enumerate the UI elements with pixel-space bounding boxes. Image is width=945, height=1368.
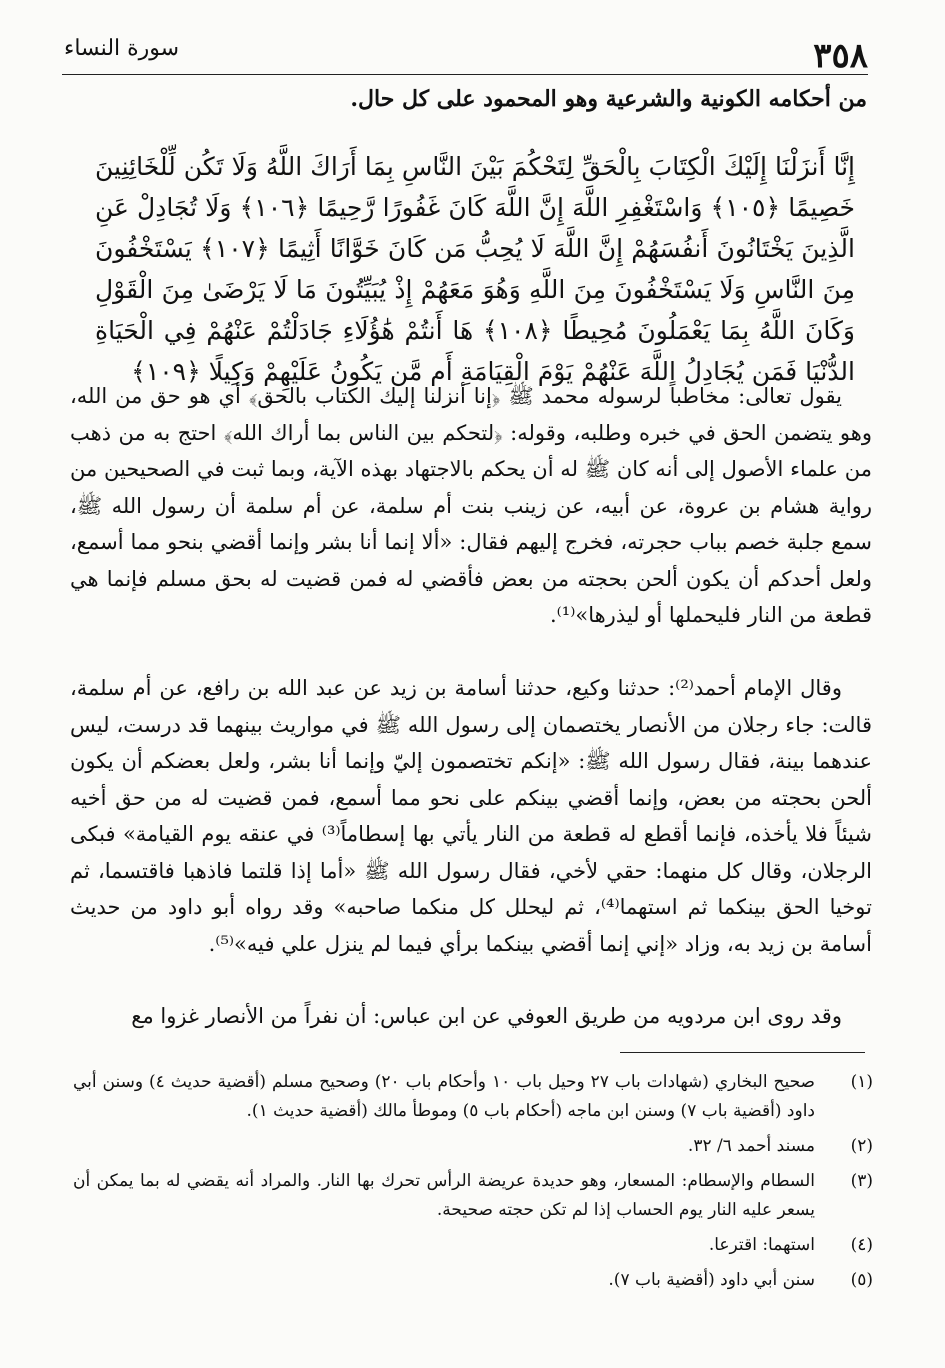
footnote-4 [73,1231,873,1260]
paragraph-text: يقول تعالى: مخاطباً لرسوله محمد ﷺ ﴿إنا أنزلنا إليك الكتاب بالحق﴾ أي هو حق من الله، وهو يتضمن الحق في خبره وطلبه، وقوله: ﴿لتحكم بين الناس بما أراك الله﴾ احتج به من ذهب من علماء الأصول إلى أنه كان ﷺ له أن يحكم بالاجتهاد بهذه الآية، وبما ثبت في الصحيحين من رواية هشام بن عروة، عن أبيه، عن زينب بنت أم سلمة، عن أم سلمة أن رسول الله ﷺ، سمع جلبة خصم بباب حجرته، فخرج إليهم فقال: «ألا إنما أنا بشر وإنما أقضي بنحو مما أسمع، ولعل أحدكم أن يكون ألحن بحجته من بعض فأقضي له فمن قضيت له بحق مسلم فإنما هي قطعة من النار فليحملها أو ليذرها»⁽¹⁾. [70,384,872,627]
footnotes-list [73,1068,873,1301]
footnote-text: سنن أبي داود (أقضية باب ٧). [608,1270,815,1290]
page-number: ٣٥٨ [813,36,868,76]
footnote-text: استهما: اقترعا. [708,1235,815,1255]
paragraph-text: وقد روى ابن مردويه من طريق العوفي عن ابن عباس: أن نفراً من الأنصار غزوا مع [131,1004,842,1028]
commentary-paragraph-2 [70,670,872,962]
footnote-number: (٢) [850,1136,873,1156]
commentary-paragraph-1 [70,378,872,634]
paragraph-text: وقال الإمام أحمد⁽²⁾: حدثنا وكيع، حدثنا أسامة بن زيد عن عبد الله بن رافع، عن أم سلمة، قالت: جاء رجلان من الأنصار يختصمان إلى رسول الله ﷺ في مواريث بينهما قد درست، ليس عندهما بينة، فقال رسول الله ﷺ: «إنكم تختصمون إليّ وإنما أنا بشر، ولعل بعضكم أن يكون ألحن بحجته من بعض، وإنما أقضي بينكم على نحو مما أسمع، فمن قضيت له من حق أخيه شيئاً فلا يأخذه، فإنما أقطع له قطعة من النار يأتي بها إسطاماً⁽³⁾ في عنقه يوم القيامة» فبكى الرجلان، وقال كل منهما: حقي لأخي، فقال رسول الله ﷺ «أما إذا قلتما فاذهبا فاقتسما، ثم توخيا الحق بينكما ثم استهما⁽⁴⁾، ثم ليحلل كل منكما صاحبه» وقد رواه أبو داود من حديث أسامة بن زيد به، وزاد «إني إنما أقضي بينكما برأي فيما لم ينزل علي فيه»⁽⁵⁾. [70,676,872,956]
footnote-5 [73,1266,873,1295]
footnote-3 [73,1167,873,1225]
footnote-2 [73,1132,873,1161]
surah-title: سورة النساء [64,36,180,61]
commentary-paragraph-3 [70,998,872,1035]
footnote-number: (٣) [850,1171,873,1191]
footnote-1 [73,1068,873,1126]
footnote-number: (١) [850,1072,873,1092]
footnote-text: السطام والإسطام: المسعار، وهو حديدة عريضة الرأس تحرك بها النار. والمراد أنه يقضي له بما يمكن أن يسعر عليه النار يوم الحساب إذا لم تكن حجته صحيحة. [73,1171,815,1220]
footnote-text: صحيح البخاري (شهادات باب ٢٧ وحيل باب ١٠ وأحكام باب ٢٠) وصحيح مسلم (أقضية حديث ٤) وسنن أبي داود (أقضية باب ٧) وسنن ابن ماجه (أحكام باب ٥) وموطأ مالك (أقضية حديث ١). [73,1072,815,1121]
footnote-text: مسند أحمد ٦/ ٣٢. [687,1136,815,1156]
quran-verses: إِنَّا أَنزَلْنَا إِلَيْكَ الْكِتَابَ بِالْحَقِّ لِتَحْكُمَ بَيْنَ النَّاسِ بِمَا أَرَاكَ اللَّهُ وَلَا تَكُن لِّلْخَائِنِينَ خَصِيمًا ﴿١٠٥﴾ وَاسْتَغْفِرِ اللَّهَ إِنَّ اللَّهَ كَانَ غَفُورًا رَّحِيمًا ﴿١٠٦﴾ وَلَا تُجَادِلْ عَنِ الَّذِينَ يَخْتَانُونَ أَنفُسَهُمْ إِنَّ اللَّهَ لَا يُحِبُّ مَن كَانَ خَوَّانًا أَثِيمًا ﴿١٠٧﴾ يَسْتَخْفُونَ مِنَ النَّاسِ وَلَا يَسْتَخْفُونَ مِنَ اللَّهِ وَهُوَ مَعَهُمْ إِذْ يُبَيِّتُونَ مَا لَا يَرْضَىٰ مِنَ الْقَوْلِ وَكَانَ اللَّهُ بِمَا يَعْمَلُونَ مُحِيطًا ﴿١٠٨﴾ هَا أَنتُمْ هَٰؤُلَاءِ جَادَلْتُمْ عَنْهُمْ فِي الْحَيَاةِ الدُّنْيَا فَمَن يُجَادِلُ اللَّهَ عَنْهُمْ يَوْمَ الْقِيَامَةِ أَم مَّن يَكُونُ عَلَيْهِمْ وَكِيلًا ﴿١٠٩﴾ [95,152,856,386]
page-header [62,28,868,75]
footnote-number: (٥) [850,1270,873,1290]
footnote-number: (٤) [850,1235,873,1255]
footnote-divider [620,1052,865,1053]
lead-sentence: من أحكامه الكونية والشرعية وهو المحمود على كل حال. [350,86,867,112]
